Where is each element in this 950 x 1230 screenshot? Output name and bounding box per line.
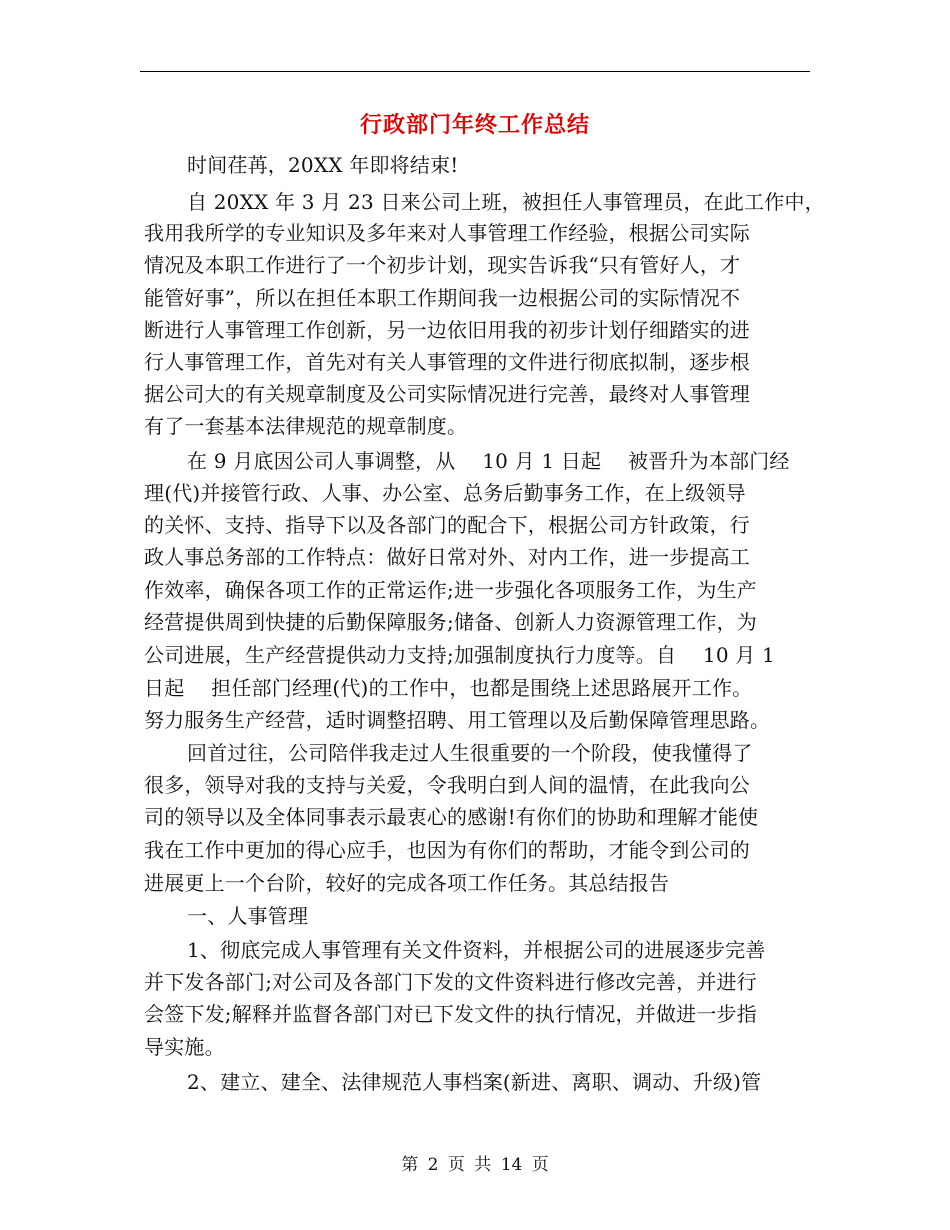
section-heading: 一、人事管理 [187,904,309,928]
body-line: 日起 担任部门经理(代)的工作中，也都是围绕上述思路展开工作。 [144,676,753,700]
body-line: 会签下发;解释并监督各部门对已下发文件的执行情况，并做进一步指 [144,1002,757,1026]
body-line: 政人事总务部的工作特点：做好日常对外、对内工作，进一步提高工 [144,545,750,569]
body-line: 经营提供周到快捷的后勤保障服务;储备、创新人力资源管理工作，为 [144,610,757,634]
body-line: 作效率，确保各项工作的正常运作;进一步强化各项服务工作，为生产 [144,578,757,602]
body-line: 并下发各部门;对公司及各部门下发的文件资料进行修改完善，并进行 [144,970,757,994]
body-line: 有了一套基本法律规范的规章制度。 [144,414,468,438]
body-line: 努力服务生产经营，适时调整招聘、用工管理以及后勤保障管理思路。 [144,708,771,732]
body-line: 理(代)并接管行政、人事、办公室、总务后勤事务工作，在上级领导 [144,481,746,505]
body-line: 司的领导以及全体同事表示最衷心的感谢!有你们的协助和理解才能使 [144,805,759,829]
body-line: 进展更上一个台阶，较好的完成各项工作任务。其总结报告 [144,871,670,895]
body-line: 在 9 月底因公司人事调整，从 10 月 1 日起 被晋升为本部门经 [187,449,790,473]
header-rule [140,71,810,72]
body-line: 2、建立、建全、法律规范人事档案(新进、离职、调动、升级)管 [187,1070,762,1094]
body-line: 断进行人事管理工作创新，另一边依旧用我的初步计划仔细踏实的进 [144,318,750,342]
body-line: 公司进展，生产经营提供动力支持;加强制度执行力度等。自 10 月 1 [144,643,775,667]
body-line: 1、彻底完成人事管理有关文件资料，并根据公司的进展逐步完善 [187,938,766,962]
body-line: 我在工作中更加的得心应手，也因为有你们的帮助，才能令到公司的 [144,838,750,862]
body-line: 能管好事”，所以在担任本职工作期间我一边根据公司的实际情况不 [144,286,741,310]
page-number: 第 2 页 共 14 页 [401,1155,549,1175]
body-line: 的关怀、支持、指导下以及各部门的配合下，根据公司方针政策，行 [144,513,750,537]
body-line: 回首过往，公司陪伴我走过人生很重要的一个阶段，使我懂得了 [187,741,753,765]
body-line: 行人事管理工作，首先对有关人事管理的文件进行彻底拟制，逐步根 [144,350,750,374]
body-line: 自 20XX 年 3 月 23 日来公司上班，被担任人事管理员，在此工作中， [187,190,825,214]
body-line: 时间荏苒，20XX 年即将结束! [187,153,459,177]
document-title: 行政部门年终工作总结 [359,112,590,138]
body-line: 很多，领导对我的支持与关爱，令我明白到人间的温情，在此我向公 [144,773,750,797]
body-line: 导实施。 [144,1035,225,1059]
body-line: 据公司大的有关规章制度及公司实际情况进行完善，最终对人事管理 [144,382,750,406]
body-line: 我用我所学的专业知识及多年来对人事管理工作经验，根据公司实际 [144,221,750,245]
body-line: 情况及本职工作进行了一个初步计划，现实告诉我“只有管好人，才 [144,253,741,277]
